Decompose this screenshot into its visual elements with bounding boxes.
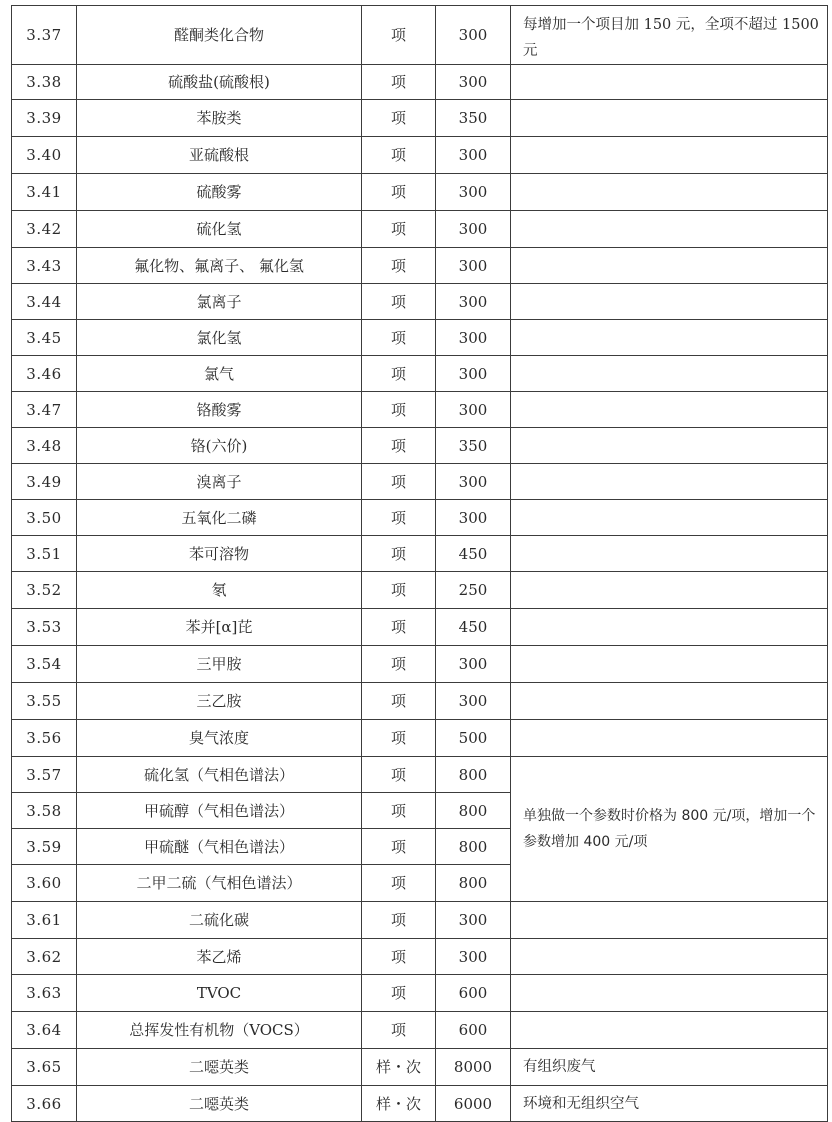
item-note <box>511 174 828 211</box>
item-code: 3.46 <box>12 356 77 392</box>
item-code: 3.56 <box>12 720 77 757</box>
item-note <box>511 284 828 320</box>
table-row <box>12 536 828 572</box>
item-note <box>511 683 828 720</box>
item-name: 总挥发性有机物（VOCS） <box>77 1012 362 1049</box>
item-code: 3.44 <box>12 284 77 320</box>
table-row <box>12 248 828 284</box>
item-name: 溴离子 <box>77 464 362 500</box>
item-name: 氡 <box>77 572 362 609</box>
item-unit: 项 <box>362 284 436 320</box>
item-note <box>511 100 828 137</box>
item-name: 苯可溶物 <box>77 536 362 572</box>
item-unit: 项 <box>362 6 436 65</box>
item-price: 800 <box>436 829 511 865</box>
item-name: 甲硫醚（气相色谱法） <box>77 829 362 865</box>
item-note <box>511 428 828 464</box>
item-note: 每增加一个项目加 150 元，全项不超过 1500 元 <box>511 6 828 65</box>
item-code: 3.37 <box>12 6 77 65</box>
item-price: 450 <box>436 609 511 646</box>
table-row <box>12 100 828 137</box>
item-unit: 项 <box>362 248 436 284</box>
item-note <box>511 536 828 572</box>
item-code: 3.58 <box>12 793 77 829</box>
item-name: 二噁英类 <box>77 1086 362 1122</box>
item-note <box>511 65 828 100</box>
item-unit: 项 <box>362 536 436 572</box>
item-unit: 项 <box>362 572 436 609</box>
fee-table <box>11 5 828 1122</box>
item-note <box>511 1012 828 1049</box>
table-row <box>12 1049 828 1086</box>
item-unit: 项 <box>362 428 436 464</box>
item-unit: 项 <box>362 392 436 428</box>
item-price: 300 <box>436 284 511 320</box>
item-unit: 项 <box>362 865 436 902</box>
item-note <box>511 500 828 536</box>
item-code: 3.59 <box>12 829 77 865</box>
item-name: 亚硫酸根 <box>77 137 362 174</box>
item-name: 铬酸雾 <box>77 392 362 428</box>
item-note <box>511 939 828 975</box>
item-price: 800 <box>436 793 511 829</box>
item-name: 苯乙烯 <box>77 939 362 975</box>
item-note <box>511 975 828 1012</box>
item-price: 6000 <box>436 1086 511 1122</box>
item-note <box>511 720 828 757</box>
item-price: 500 <box>436 720 511 757</box>
item-code: 3.55 <box>12 683 77 720</box>
item-unit: 项 <box>362 500 436 536</box>
item-price: 350 <box>436 100 511 137</box>
item-name: 硫化氢（气相色谱法） <box>77 757 362 793</box>
table-row <box>12 137 828 174</box>
item-code: 3.64 <box>12 1012 77 1049</box>
item-note <box>511 248 828 284</box>
item-name: 硫酸盐(硫酸根) <box>77 65 362 100</box>
table-row <box>12 211 828 248</box>
table-row <box>12 6 828 65</box>
item-name: 臭气浓度 <box>77 720 362 757</box>
item-unit: 项 <box>362 65 436 100</box>
item-unit: 样・次 <box>362 1049 436 1086</box>
item-code: 3.41 <box>12 174 77 211</box>
item-code: 3.66 <box>12 1086 77 1122</box>
item-code: 3.54 <box>12 646 77 683</box>
item-name: 五氧化二磷 <box>77 500 362 536</box>
item-unit: 项 <box>362 100 436 137</box>
table-row <box>12 500 828 536</box>
item-price: 450 <box>436 536 511 572</box>
item-note: 单独做一个参数时价格为 800 元/项，增加一个参数增加 400 元/项 <box>511 757 828 902</box>
item-code: 3.50 <box>12 500 77 536</box>
table-row <box>12 683 828 720</box>
table-row <box>12 464 828 500</box>
item-price: 600 <box>436 1012 511 1049</box>
item-name: 苯胺类 <box>77 100 362 137</box>
item-price: 300 <box>436 683 511 720</box>
item-code: 3.62 <box>12 939 77 975</box>
table-row <box>12 428 828 464</box>
item-note <box>511 646 828 683</box>
item-code: 3.61 <box>12 902 77 939</box>
item-price: 300 <box>436 939 511 975</box>
item-name: 二硫化碳 <box>77 902 362 939</box>
item-code: 3.39 <box>12 100 77 137</box>
item-name: 二甲二硫（气相色谱法） <box>77 865 362 902</box>
item-note <box>511 392 828 428</box>
table-row <box>12 757 828 793</box>
item-name: 苯并[α]芘 <box>77 609 362 646</box>
table-row <box>12 356 828 392</box>
item-name: TVOC <box>77 975 362 1012</box>
item-note <box>511 609 828 646</box>
table-row <box>12 609 828 646</box>
item-price: 600 <box>436 975 511 1012</box>
item-name: 铬(六价) <box>77 428 362 464</box>
item-code: 3.40 <box>12 137 77 174</box>
item-unit: 项 <box>362 975 436 1012</box>
item-price: 300 <box>436 248 511 284</box>
item-note <box>511 356 828 392</box>
item-note <box>511 137 828 174</box>
item-note <box>511 572 828 609</box>
item-unit: 项 <box>362 609 436 646</box>
table-row <box>12 320 828 356</box>
table-row <box>12 392 828 428</box>
item-price: 300 <box>436 211 511 248</box>
item-code: 3.42 <box>12 211 77 248</box>
table-row <box>12 1086 828 1122</box>
item-note <box>511 320 828 356</box>
item-unit: 项 <box>362 211 436 248</box>
item-unit: 项 <box>362 646 436 683</box>
table-row <box>12 65 828 100</box>
item-unit: 项 <box>362 137 436 174</box>
item-code: 3.63 <box>12 975 77 1012</box>
item-code: 3.51 <box>12 536 77 572</box>
item-note: 环境和无组织空气 <box>511 1086 828 1122</box>
item-price: 300 <box>436 320 511 356</box>
table-row <box>12 572 828 609</box>
table-row <box>12 284 828 320</box>
item-price: 300 <box>436 464 511 500</box>
item-unit: 项 <box>362 829 436 865</box>
table-row <box>12 939 828 975</box>
table-row <box>12 646 828 683</box>
item-name: 氯离子 <box>77 284 362 320</box>
item-code: 3.65 <box>12 1049 77 1086</box>
item-name: 氟化物、氟离子、 氟化氢 <box>77 248 362 284</box>
item-note <box>511 211 828 248</box>
item-code: 3.52 <box>12 572 77 609</box>
item-unit: 项 <box>362 793 436 829</box>
item-price: 300 <box>436 392 511 428</box>
item-name: 醛酮类化合物 <box>77 6 362 65</box>
item-price: 300 <box>436 356 511 392</box>
item-note <box>511 464 828 500</box>
item-code: 3.57 <box>12 757 77 793</box>
item-price: 300 <box>436 174 511 211</box>
table-row <box>12 174 828 211</box>
item-name: 氯化氢 <box>77 320 362 356</box>
table-row <box>12 902 828 939</box>
item-unit: 样・次 <box>362 1086 436 1122</box>
item-name: 硫酸雾 <box>77 174 362 211</box>
item-code: 3.38 <box>12 65 77 100</box>
item-code: 3.53 <box>12 609 77 646</box>
item-code: 3.45 <box>12 320 77 356</box>
item-price: 8000 <box>436 1049 511 1086</box>
item-code: 3.47 <box>12 392 77 428</box>
item-unit: 项 <box>362 464 436 500</box>
item-price: 300 <box>436 902 511 939</box>
item-unit: 项 <box>362 174 436 211</box>
table-row <box>12 720 828 757</box>
item-price: 300 <box>436 646 511 683</box>
item-code: 3.48 <box>12 428 77 464</box>
item-price: 250 <box>436 572 511 609</box>
table-row <box>12 1012 828 1049</box>
item-unit: 项 <box>362 939 436 975</box>
item-unit: 项 <box>362 757 436 793</box>
item-name: 三乙胺 <box>77 683 362 720</box>
item-code: 3.60 <box>12 865 77 902</box>
item-name: 二噁英类 <box>77 1049 362 1086</box>
item-price: 300 <box>436 65 511 100</box>
item-unit: 项 <box>362 683 436 720</box>
item-name: 三甲胺 <box>77 646 362 683</box>
item-unit: 项 <box>362 356 436 392</box>
item-code: 3.43 <box>12 248 77 284</box>
item-unit: 项 <box>362 720 436 757</box>
item-name: 甲硫醇（气相色谱法） <box>77 793 362 829</box>
item-price: 300 <box>436 6 511 65</box>
item-price: 300 <box>436 137 511 174</box>
item-note: 有组织废气 <box>511 1049 828 1086</box>
table-row <box>12 975 828 1012</box>
item-price: 800 <box>436 757 511 793</box>
item-unit: 项 <box>362 320 436 356</box>
item-code: 3.49 <box>12 464 77 500</box>
item-price: 800 <box>436 865 511 902</box>
item-name: 硫化氢 <box>77 211 362 248</box>
item-unit: 项 <box>362 1012 436 1049</box>
item-unit: 项 <box>362 902 436 939</box>
item-name: 氯气 <box>77 356 362 392</box>
item-price: 300 <box>436 500 511 536</box>
item-price: 350 <box>436 428 511 464</box>
item-note <box>511 902 828 939</box>
